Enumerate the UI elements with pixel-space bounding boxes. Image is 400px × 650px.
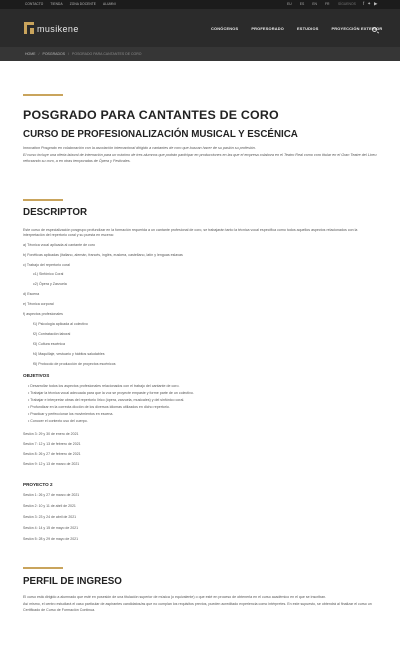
list-item: • Trabajar la técnica vocal adecuada para que la voz se proyecte empaste y forme parte de un colectivo. — [28, 391, 194, 395]
list-item: • Trabajar e interpretar obras del repertorio lírico (ópera, zarzuela, musicales) y del sinfónico coral. — [28, 398, 185, 402]
objetivos-heading: OBJETIVOS — [23, 373, 50, 378]
lang-fr[interactable]: FR — [324, 2, 330, 6]
facebook-icon[interactable]: f — [363, 1, 365, 6]
page-subtitle: CURSO DE PROFESIONALIZACIÓN MUSICAL Y ESCÉNICA — [23, 129, 298, 140]
perfil-paragraph: Así mismo, el centro estudiará el caso particular de aspirantes candidatos/as que no cumplan los requisitos previos, pueden acreditado experiencia como intérpretes. En este supuesto, se obtendrá al finalizar el curso un Certificado de Curso de Formación Continua. — [23, 602, 372, 612]
intro-paragraph: El curso incluye una oferta laboral de internación para un máximo de tres alumnos que podrán participar en producciones en las que el empresa colabora en el Teatro Real como coro titular en el Gran Teatre del Liceu reforzando su coro, a en otras temporadas de Ópera y Festivales. — [23, 153, 377, 163]
twitter-icon[interactable]: ✦ — [367, 1, 372, 6]
logo-icon[interactable] — [24, 22, 34, 34]
menu-item-proyeccion-exterior[interactable]: PROYECCIÓN EXTERIOR — [331, 26, 383, 31]
proyecto2-heading: PROYECTO 2 — [23, 482, 53, 487]
breadcrumb-separator: / — [38, 52, 40, 56]
breadcrumb-posgrados[interactable]: POSGRADOS — [42, 52, 66, 56]
list-item: d) Escena — [23, 292, 40, 296]
descriptor-heading: DESCRIPTOR — [23, 207, 88, 218]
intro-text — [23, 146, 378, 166]
breadcrumb-current: POSGRADO PARA CANTANTES DE CORO — [72, 52, 142, 56]
list-item: c) Trabajo del repertorio coral — [23, 263, 70, 267]
session-item: Sesión 2: 10 y 11 de abril de 2021 — [23, 504, 76, 508]
menu-item-profesorado[interactable]: PROFESORADO — [251, 26, 284, 31]
session-item: Sesión 8: 26 y 27 de febrero de 2021 — [23, 452, 81, 456]
accent-divider — [23, 567, 63, 569]
lang-eu[interactable]: EU — [287, 2, 292, 6]
list-item: • Practicar y perfeccionar los movimientos en escena. — [28, 412, 114, 416]
page-title: POSGRADO PARA CANTANTES DE CORO — [23, 108, 279, 122]
follow-label: SÍGUENOS — [338, 2, 356, 6]
breadcrumb-home[interactable]: HOME — [25, 52, 36, 56]
list-item: f) aspectos profesionales — [23, 312, 63, 316]
session-item: Sesión 7: 12 y 13 de febrero de 2021 — [23, 442, 81, 446]
main-menu — [211, 26, 382, 31]
list-item: e) Técnica corporal — [23, 302, 54, 306]
top-link-tienda[interactable]: TIENDA — [50, 2, 63, 6]
list-item: c2) Ópera y Zarzuela — [33, 282, 67, 286]
brand-name[interactable]: musikene — [37, 24, 79, 34]
list-item: f5) Protocolo de producción de proyectos escénicos — [33, 362, 116, 366]
perfil-paragraph: El curso está dirigido a alumnado que esté en posesión de una titulación superior de música (o equivalente) o que esté en proceso de obtenerla en el curso académico en el que se inscriban. — [23, 595, 327, 599]
breadcrumb — [0, 47, 400, 61]
top-link-contacto[interactable]: CONTACTO — [25, 2, 44, 6]
youtube-icon[interactable]: ▶ — [374, 1, 378, 6]
intro-paragraph: Innovation Posgrado en colaboración con la asociación internacional dirigido a cantantes de coro que buscan hacer de su pasión su profesión. — [23, 146, 256, 150]
list-item: f4) Maquillaje, vestuario y hábitos saludables — [33, 352, 105, 356]
descriptor-text: Este curso de especialización posgrupo profundizar en la formación requerida a un cantante profesional de coro, se trabajarán tanto la técnica vocal específica como todos aquellos aspectos relacionados con la interpretación del repertorio coral y su puesta en escena: — [23, 228, 358, 238]
perfil-heading: PERFIL DE INGRESO — [23, 576, 122, 587]
session-item: Sesión 3: 23 y 24 de abril de 2021 — [23, 515, 77, 519]
session-item: Sesión 1: 26 y 27 de marzo de 2021 — [23, 493, 80, 497]
list-item: f3) Cultura escénica — [33, 342, 65, 346]
list-item: a) Técnica vocal aplicada al cantante de coro — [23, 243, 96, 247]
main-header — [0, 9, 400, 47]
session-item: Sesión 3: 29 y 30 de enero de 2021 — [23, 432, 79, 436]
session-item: Sesión 4: 14 y 15 de mayo de 2021 — [23, 526, 79, 530]
lang-es[interactable]: ES — [299, 2, 305, 6]
list-item: c1) Sinfónico Coral — [33, 272, 64, 276]
list-item: • Conocer el contexto uso del cuerpo. — [28, 419, 88, 423]
list-item: b) Fonéticas aplicadas (italiano, alemán, francés, inglés, euskera, castellano, latín y lenguas eslavas — [23, 253, 183, 257]
list-item: • Profundizar en la correcta dicción de los diversos idiomas utilizados en dicho repertorio. — [28, 405, 170, 409]
perfil-text — [23, 595, 380, 615]
language-switcher — [287, 2, 330, 6]
social-links — [363, 1, 378, 7]
top-link-zona-docente[interactable]: ZONA DOCENTE — [69, 2, 97, 6]
menu-item-estudios[interactable]: ESTUDIOS — [297, 26, 319, 31]
search-icon[interactable] — [372, 27, 377, 32]
accent-divider — [23, 199, 63, 201]
top-links — [25, 2, 116, 6]
list-item: f2) Contratación laboral — [33, 332, 71, 336]
top-bar — [0, 0, 400, 9]
lang-en[interactable]: EN — [312, 2, 317, 6]
breadcrumb-separator: / — [68, 52, 70, 56]
session-item: Sesión 5: 28 y 29 de mayo de 2021 — [23, 537, 79, 541]
top-link-alumni[interactable]: ALUMNI — [103, 2, 116, 6]
accent-divider — [23, 94, 63, 96]
menu-item-conocenos[interactable]: CONÓCENOS — [211, 26, 239, 31]
list-item: f1) Psicología aplicada al colectivo — [33, 322, 88, 326]
session-item: Sesión 9: 12 y 13 de marzo de 2021 — [23, 462, 80, 466]
list-item: • Desarrollar todos los aspectos profesionales relacionados con el trabajo del cantante de coro. — [28, 384, 180, 388]
